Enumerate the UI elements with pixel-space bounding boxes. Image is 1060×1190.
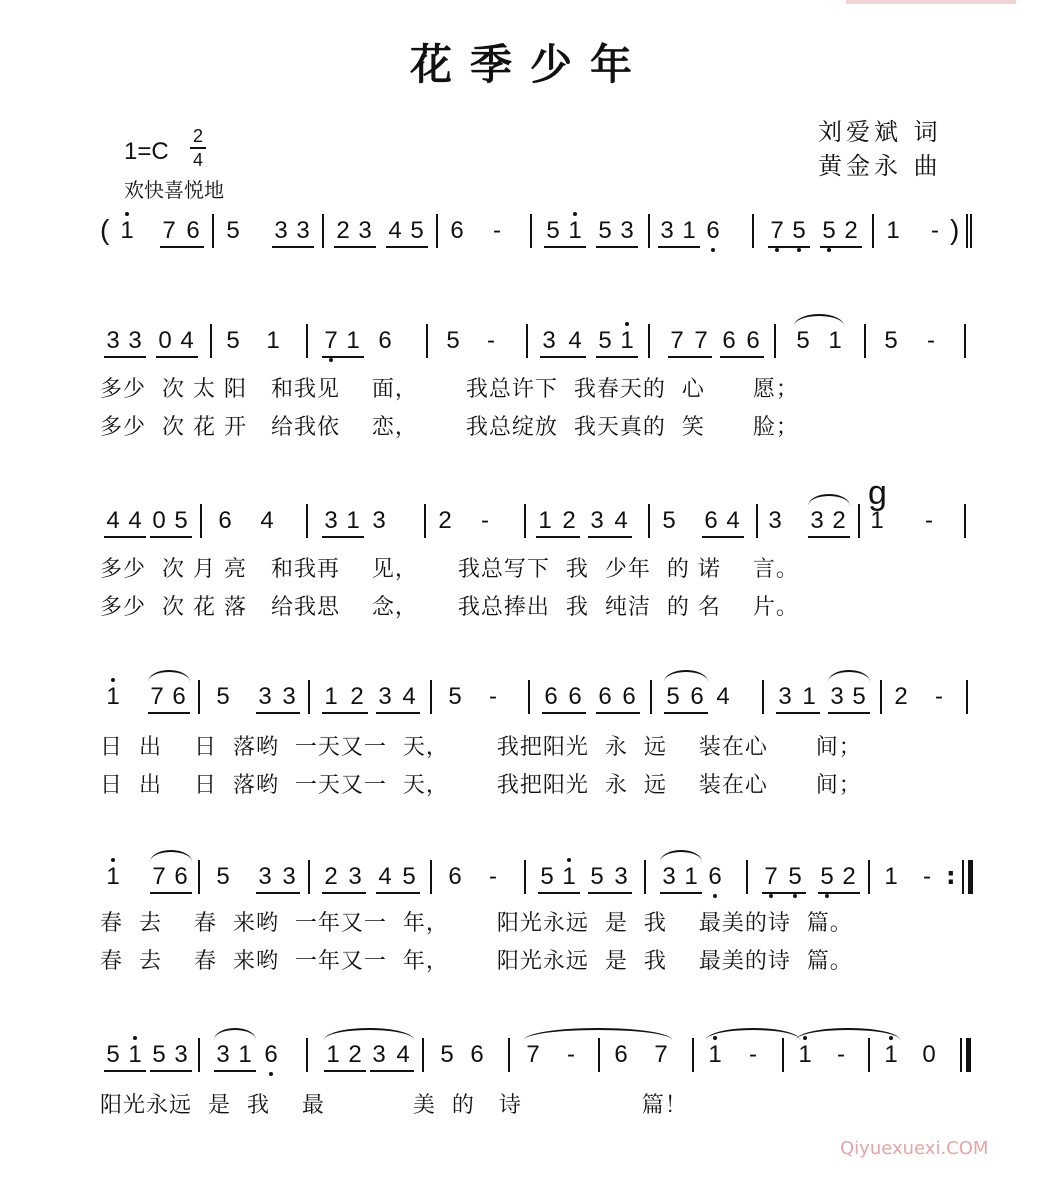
note: 3 [662,863,676,890]
note: 5 [226,217,240,244]
octave-dot-low [711,248,715,252]
note: 0 [158,327,172,354]
note: 6 [470,1041,484,1068]
bar-line [868,860,870,894]
bar-line [872,214,874,248]
octave-dot-low [825,894,829,898]
bar-line [648,324,650,358]
note: - [489,863,497,890]
note: 4 [106,507,120,534]
bar-line [880,680,882,714]
underline-beam [596,712,640,714]
lyric-line: 日 出 日 落哟 一天又一 天， 我把阳光 永 远 装在心 间； [100,735,862,760]
note: 3 [258,863,272,890]
note: 1 [618,328,636,354]
underline-beam [588,892,632,894]
note: 2 [894,683,908,710]
bar-line [306,1038,308,1072]
note: 5 [598,217,612,244]
note: 6 [722,327,736,354]
open-parenthesis: ( [100,214,110,245]
slur [524,1028,672,1040]
lyric-line: 多少 次 月 亮 和我再 见， 我总写下 我 少年 的 诺 言。 [100,557,799,582]
lyricist-credit: 刘爱斌 词 [818,118,942,146]
note: 6 [598,683,612,710]
underline-beam [148,712,190,714]
underline-beam [828,712,870,714]
note: 5 [852,683,866,710]
lyric-line: 春 去 春 来哟 一年又一 年， 阳光永远 是 我 最美的诗 篇。 [100,949,853,974]
note: 2 [324,863,338,890]
underline-beam [818,892,860,894]
note: 3 [614,863,628,890]
note: 4 [396,1041,410,1068]
note: 7 [150,683,164,710]
note: 5 [440,1041,454,1068]
underline-beam [150,536,192,538]
note: 3 [542,327,556,354]
end-bar-line [964,324,966,358]
note: - [481,507,489,534]
octave-dot-high [111,678,115,682]
underline-beam [660,892,702,894]
note: 5 [106,1041,120,1068]
note: 5 [598,327,612,354]
note: 1 [104,684,122,710]
end-bar-line [970,214,972,248]
bar-line [774,324,776,358]
note: 3 [830,683,844,710]
octave-dot-high [625,322,629,326]
note: 2 [336,217,350,244]
underline-beam [322,892,366,894]
bar-line [430,680,432,714]
note: 6 [186,217,200,244]
note: 4 [388,217,402,244]
end-bar-line [966,214,968,248]
slur [664,670,708,682]
underline-beam [544,246,586,248]
note: 5 [666,683,680,710]
note: 3 [258,683,272,710]
lyric-line: 多少 次 花 开 给我依 恋， 我总绽放 我天真的 笑 脸； [100,415,799,440]
lyric-line: 阳光永远 是 我 最 美 的 诗 篇！ [100,1093,688,1118]
note: - [923,863,931,890]
underline-beam [256,892,300,894]
octave-dot-high [567,858,571,862]
underline-beam [808,536,850,538]
note: - [931,217,939,244]
note: 1 [886,217,900,244]
note: 7 [322,328,340,354]
note: 7 [162,217,176,244]
end-bar-line [962,860,964,894]
octave-dot-low [827,248,831,252]
note: 2 [832,507,846,534]
time-signature-top: 2 [192,126,203,146]
bar-line [306,504,308,538]
bar-line [528,680,530,714]
underline-beam [538,892,580,894]
note: 5 [448,683,462,710]
underline-beam [324,1070,366,1072]
underline-beam [376,892,420,894]
end-bar-line [966,680,968,714]
watermark: Qiyuexuexi.COM [840,1138,989,1159]
underline-beam [256,712,300,714]
note: 1 [684,863,698,890]
note: 1 [560,864,578,890]
underline-beam [160,246,204,248]
bar-line [422,1038,424,1072]
close-parenthesis: ) [950,214,960,245]
bar-line [526,324,528,358]
note: 2 [348,1041,362,1068]
bar-line [430,860,432,894]
note: 7 [152,863,166,890]
note: 3 [590,507,604,534]
note: 5 [662,507,676,534]
note: 4 [716,683,730,710]
bar-line [436,214,438,248]
note: - [927,327,935,354]
note: 1 [126,1042,144,1068]
octave-dot-high [573,212,577,216]
underline-beam [376,712,420,714]
note: 1 [324,683,338,710]
bar-line [762,680,764,714]
note: - [489,683,497,710]
underline-beam [150,892,192,894]
note: 1 [828,327,842,354]
note: 3 [372,507,386,534]
bar-line [752,214,754,248]
note: 4 [378,863,392,890]
underline-beam [272,246,314,248]
note: 5 [796,327,810,354]
note: 5 [540,863,554,890]
note: - [487,327,495,354]
note: 6 [704,507,718,534]
underline-beam [386,246,428,248]
note: 6 [544,683,558,710]
underline-beam [702,536,744,538]
bar-line [210,324,212,358]
time-signature [190,126,206,170]
octave-dot-high [133,1036,137,1040]
note: 6 [706,864,724,890]
octave-dot-high [111,858,115,862]
note: - [925,507,933,534]
note: 1 [118,218,136,244]
note: 5 [174,507,188,534]
note: 7 [526,1041,540,1068]
note: 3 [106,327,120,354]
note: 1 [346,507,360,534]
underline-beam [658,246,700,248]
note: 4 [726,507,740,534]
bar-line [322,214,324,248]
underline-beam [322,712,368,714]
note: 3 [768,507,782,534]
note: 1 [882,1042,900,1068]
bar-line [648,504,650,538]
composer-credit: 黄金永 曲 [818,152,942,180]
note: 2 [562,507,576,534]
note: 6 [378,327,392,354]
underline-beam [322,356,364,358]
time-signature-bottom: 4 [192,150,203,170]
note: 3 [778,683,792,710]
note: 6 [262,1042,280,1068]
note: 5 [410,217,424,244]
bar-line [868,1038,870,1072]
note: 7 [694,327,708,354]
note: 4 [614,507,628,534]
note: - [493,217,501,244]
underline-beam [536,536,580,538]
bar-line [198,860,200,894]
note: 5 [546,217,560,244]
note: 1 [326,1041,340,1068]
note: - [567,1041,575,1068]
bar-line [308,680,310,714]
note: 6 [746,327,760,354]
underline-beam [104,356,146,358]
octave-dot-low [775,248,779,252]
bar-line [598,1038,600,1072]
note: 3 [372,1041,386,1068]
note: 1 [538,507,552,534]
key-signature: 1=C [124,138,169,165]
octave-dot-low [793,894,797,898]
note: 7 [762,864,780,890]
note: 7 [768,218,786,244]
bar-line [200,504,202,538]
bar-line [424,504,426,538]
segno-mark: g [868,474,887,512]
underline-beam [104,536,146,538]
octave-dot-high [125,212,129,216]
bar-line [864,324,866,358]
bar-line [524,860,526,894]
note: 5 [216,683,230,710]
note: 1 [796,1042,814,1068]
note: 7 [670,327,684,354]
underline-beam [214,1070,256,1072]
bar-line [306,324,308,358]
note: 7 [654,1041,668,1068]
note: - [837,1041,845,1068]
underline-beam [156,356,198,358]
lyric-line: 日 出 日 落哟 一天又一 天， 我把阳光 永 远 装在心 间； [100,773,862,798]
note: 5 [402,863,416,890]
note: 6 [174,863,188,890]
note: 1 [802,683,816,710]
bar-line [198,680,200,714]
note: 5 [216,863,230,890]
note: 5 [152,1041,166,1068]
repeat-sign: : [946,862,956,890]
slur [660,850,702,862]
end-bar-line [960,1038,962,1072]
bar-line [746,860,748,894]
slur [706,1028,800,1040]
bar-line [756,504,758,538]
note: 1 [238,1041,252,1068]
octave-dot-low [329,358,333,362]
note: 4 [402,683,416,710]
note: 4 [128,507,142,534]
slur [808,494,850,506]
note: 5 [446,327,460,354]
bar-line [308,860,310,894]
note: 3 [282,683,296,710]
note: 5 [226,327,240,354]
note: 1 [682,217,696,244]
note: 1 [104,864,122,890]
underline-beam [588,536,632,538]
underline-beam [370,1070,414,1072]
note: 6 [450,217,464,244]
bar-line [524,504,526,538]
underline-beam [596,356,638,358]
note: 3 [358,217,372,244]
note: 3 [324,507,338,534]
note: 2 [842,863,856,890]
bar-line [212,214,214,248]
note: 3 [174,1041,188,1068]
note: 3 [810,507,824,534]
underline-beam [322,536,364,538]
time-signature-line [190,147,206,149]
note: 2 [350,683,364,710]
end-bar-line [964,504,966,538]
note: 6 [690,683,704,710]
note: 5 [820,218,838,244]
slur [794,314,844,326]
note: 1 [870,507,884,534]
underline-beam [664,712,708,714]
slur [324,1028,414,1040]
underline-beam [762,892,806,894]
underline-beam [668,356,712,358]
bar-line [508,1038,510,1072]
underline-beam [720,356,764,358]
lyric-line: 多少 次 太 阳 和我见 面， 我总许下 我春天的 心 愿； [100,377,799,402]
bar-line [650,680,652,714]
bar-line [426,324,428,358]
note: 4 [568,327,582,354]
note: - [935,683,943,710]
note: 3 [274,217,288,244]
note: 2 [438,507,452,534]
slur [150,850,192,862]
note: 5 [818,864,836,890]
note: 2 [844,217,858,244]
underline-beam [540,356,586,358]
note: 0 [152,507,166,534]
bar-line [692,1038,694,1072]
bar-line [858,504,860,538]
note: 4 [260,507,274,534]
note: 5 [790,218,808,244]
bar-line [648,214,650,248]
underline-beam [104,1070,146,1072]
bar-line [644,860,646,894]
note: 4 [180,327,194,354]
note: 5 [884,327,898,354]
octave-dot-low [797,248,801,252]
underline-beam [596,246,638,248]
underline-beam [334,246,376,248]
slur [148,670,190,682]
note: 3 [660,217,674,244]
bar-line [530,214,532,248]
octave-dot-low [713,894,717,898]
slur [796,1028,900,1040]
note: 1 [884,863,898,890]
note: 6 [218,507,232,534]
end-bar-line [968,860,973,894]
note: 3 [128,327,142,354]
lyric-line: 多少 次 花 落 给我思 念， 我总捧出 我 纯洁 的 名 片。 [100,595,799,620]
note: - [749,1041,757,1068]
octave-dot-low [769,894,773,898]
note: 6 [614,1041,628,1068]
note: 3 [216,1041,230,1068]
slur [214,1028,256,1040]
underline-beam [542,712,586,714]
note: 1 [346,327,360,354]
note: 3 [378,683,392,710]
note: 1 [266,327,280,354]
note: 6 [704,218,722,244]
end-bar-line [966,1038,971,1072]
note: 3 [348,863,362,890]
note: 3 [282,863,296,890]
note: 3 [620,217,634,244]
note: 1 [706,1042,724,1068]
tempo-marking: 欢快喜悦地 [124,178,224,202]
slur [828,670,870,682]
note: 1 [566,218,584,244]
note: 6 [568,683,582,710]
underline-beam [820,246,862,248]
underline-beam [768,246,810,248]
note: 6 [172,683,186,710]
underline-beam [776,712,820,714]
note: 3 [296,217,310,244]
note: 6 [622,683,636,710]
lyric-line: 春 去 春 来哟 一年又一 年， 阳光永远 是 我 最美的诗 篇。 [100,911,853,936]
song-title: 花季少年 [409,40,650,89]
note: 5 [786,864,804,890]
note: 6 [448,863,462,890]
note: 5 [590,863,604,890]
bar-line [198,1038,200,1072]
underline-beam [150,1070,192,1072]
note: 0 [922,1041,936,1068]
octave-dot-low [269,1072,273,1076]
bar-line [782,1038,784,1072]
